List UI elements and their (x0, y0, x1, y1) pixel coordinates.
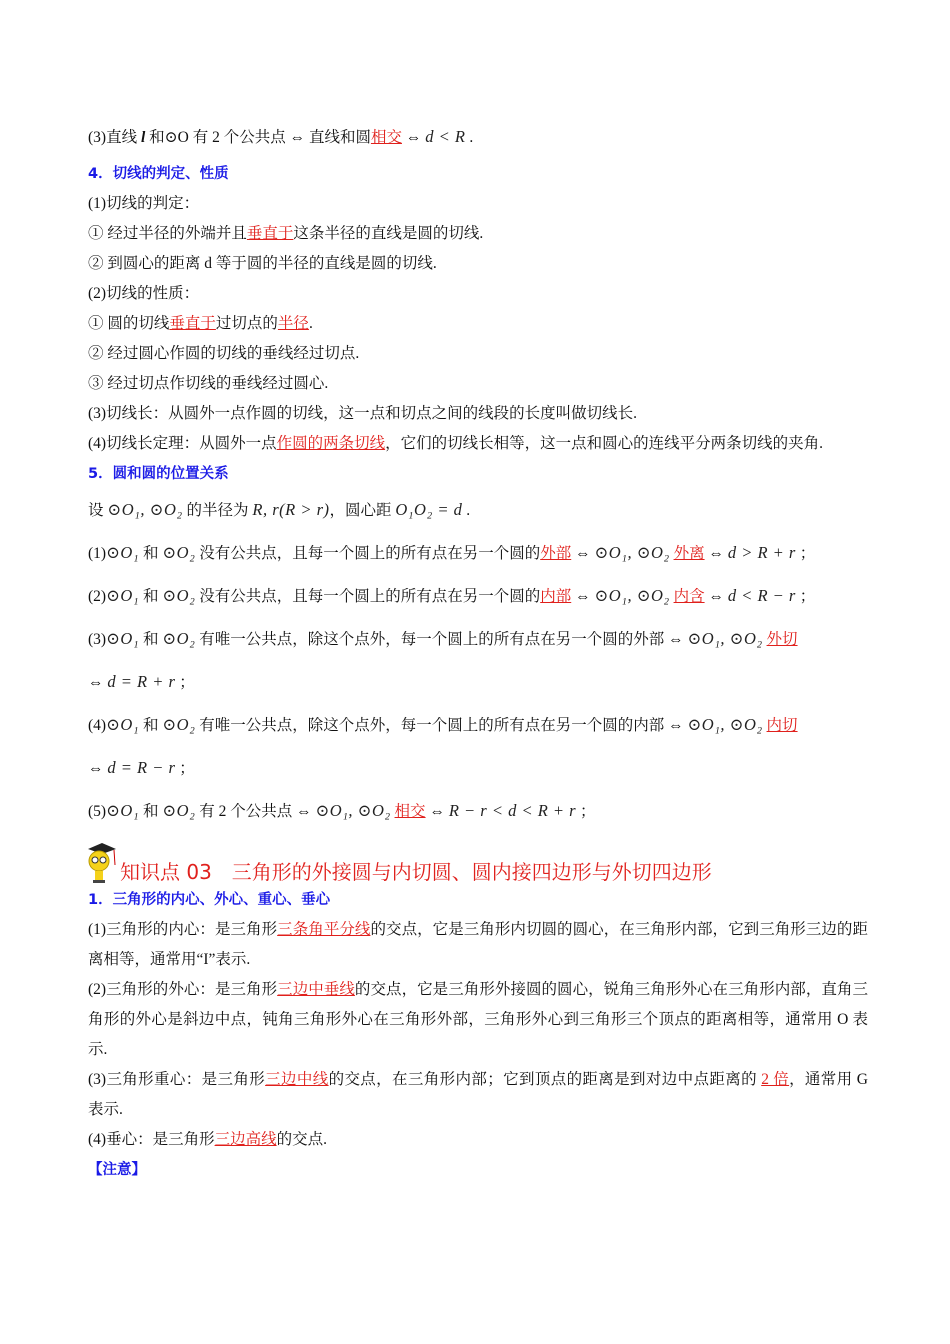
math-expression: ⊙O₁, ⊙O₂ (687, 715, 763, 734)
text-line (88, 399, 868, 429)
text-line (88, 915, 868, 975)
answer-blank: 内部 (540, 588, 572, 605)
math-expression: ⊙O₂ (162, 715, 196, 734)
text-segment: ② 到圆心的距离 d 等于圆的半径的直线是圆的切线. (88, 255, 437, 272)
text-segment: ⇔ (704, 588, 728, 605)
answer-blank: 三边高线 (214, 1131, 277, 1148)
text-segment: 没有公共点，且每一个圆上的所有点在另一个圆的 (195, 545, 541, 562)
text-segment: 的交点，在三角形内部；它到顶点的距离是到对边中点距离的 (328, 1071, 762, 1088)
text-segment: 过切点的 (215, 315, 278, 332)
text-segment: 和 (139, 545, 163, 562)
text-line (88, 116, 868, 159)
text-segment: (2)三角形的外心：是三角形 (88, 981, 278, 998)
answer-blank: 半径 (277, 315, 309, 332)
text-line (88, 790, 868, 833)
text-segment: . (308, 315, 313, 332)
text-segment: (2)切线的性质： (88, 285, 200, 302)
answer-blank: 相交 (394, 803, 426, 820)
text-segment: ⇔ (425, 803, 449, 820)
text-segment: ； (795, 588, 816, 605)
text-line (88, 489, 868, 532)
text-segment: (4) (88, 717, 107, 734)
math-expression: ⊙O₁ (106, 543, 140, 562)
text-line (88, 1125, 868, 1155)
text-segment: 和 (139, 588, 163, 605)
text-segment: (3)切线长：从圆外一点作圆的切线，这一点和切点之间的线段的长度叫做切线长. (88, 405, 637, 422)
text-segment: (5) (88, 803, 107, 820)
text-segment: 没有公共点，且每一个圆上的所有点在另一个圆的 (195, 588, 541, 605)
text-segment: ⇔ (704, 545, 728, 562)
text-segment: 的交点. (276, 1131, 327, 1148)
text-line (88, 309, 868, 339)
text-line (88, 369, 868, 399)
math-expression: ⊙O₂ (162, 586, 196, 605)
math-expression: d < R (425, 127, 466, 146)
text-line (88, 1065, 868, 1125)
math-expression: ⊙O₁ (106, 801, 140, 820)
math-expression: O₁O₂ = d (395, 500, 463, 519)
math-expression: ⊙O₂ (162, 629, 196, 648)
text-segment: 的交点，它是三角形内切圆的圆心，在三角形内部，它到三角形三边的距离相等，通常用“I”表示. (88, 921, 868, 968)
answer-blank: 作圆的两条切线 (276, 435, 386, 452)
text-segment: 有唯一公共点，除这个点外，每一个圆上的所有点在另一个圆的外部 ⇔ (195, 631, 688, 648)
text-segment: ⇔ (401, 129, 426, 146)
math-expression: ⊙O₁ (106, 586, 140, 605)
text-segment: ⇔ (571, 545, 595, 562)
text-segment: 有 2 个公共点 ⇔ (195, 803, 316, 820)
answer-blank: 相交 (370, 129, 402, 146)
document-content (88, 116, 868, 1185)
math-expression: ⊙O₂ (162, 801, 196, 820)
answer-blank: 垂直于 (246, 225, 294, 242)
text-segment: (3)三角形重心：是三角形 (88, 1071, 266, 1088)
answer-blank: 内切 (766, 717, 798, 734)
text-segment: ⇔ (571, 588, 595, 605)
text-segment: 和 (139, 717, 163, 734)
text-segment: ① 经过半径的外端并且 (88, 225, 247, 242)
math-expression: ⊙O₁ (106, 715, 140, 734)
note-label: 【注意】 (88, 1162, 146, 1178)
text-segment: (1)切线的判定： (88, 195, 200, 212)
section-title-row (84, 833, 868, 885)
text-segment: (3)直线 (88, 129, 141, 146)
scholar-mascot-icon (84, 841, 118, 885)
answer-blank: 三条角平分线 (277, 921, 371, 938)
text-segment: ； (175, 674, 195, 691)
circle-relations-section (88, 116, 868, 833)
section-title: 知识点 03 三角形的外接圆与内切圆、圆内接四边形与外切四边形 (120, 860, 712, 884)
answer-blank: 三边中线 (265, 1071, 329, 1088)
text-segment: 5．圆和圆的位置关系 (88, 466, 229, 482)
text-segment: ，通常用 G 表示. (88, 1071, 868, 1118)
math-expression: ⊙O₂ (162, 543, 196, 562)
text-segment: 有唯一公共点，除这个点外，每一个圆上的所有点在另一个圆的内部 ⇔ (195, 717, 688, 734)
text-line (88, 339, 868, 369)
text-segment: 的半径为 (182, 502, 253, 519)
text-segment: . (465, 129, 474, 146)
math-expression: R − r < d < R + r (448, 801, 577, 820)
text-line (88, 189, 868, 219)
text-segment: l (140, 129, 146, 146)
answer-blank: 2 倍 (761, 1071, 790, 1088)
text-line (88, 661, 868, 704)
text-segment: . (462, 502, 471, 519)
text-segment: (1) (88, 545, 107, 562)
math-expression: d = R + r (107, 672, 176, 691)
text-segment: ； (175, 760, 195, 777)
text-segment: ； (795, 545, 816, 562)
math-expression: d = R − r (107, 758, 176, 777)
text-segment: (1)三角形的内心：是三角形 (88, 921, 278, 938)
math-expression: R, r(R > r) (252, 500, 330, 519)
section-heading (88, 885, 868, 915)
math-expression: ⊙O₁, ⊙O₂ (687, 629, 763, 648)
text-segment: (3) (88, 631, 107, 648)
math-expression: ⊙O₁, ⊙O₂ (315, 801, 391, 820)
answer-blank: 三边中垂线 (277, 981, 355, 998)
section-heading (88, 159, 868, 189)
text-segment: ⇔ (88, 674, 108, 691)
text-segment: ③ 经过切点作切线的垂线经过圆心. (88, 375, 329, 392)
math-expression: d > R + r (727, 543, 796, 562)
answer-blank: 外切 (766, 631, 798, 648)
text-line (88, 575, 868, 618)
text-segment: (2) (88, 588, 107, 605)
text-segment: ，它们的切线长相等，这一点和圆心的连线平分两条切线的夹角. (385, 435, 823, 452)
text-segment: 这条半径的直线是圆的切线. (293, 225, 484, 242)
text-segment: 设 (88, 502, 108, 519)
text-segment: 1．三角形的内心、外心、重心、垂心 (88, 892, 331, 908)
text-line (88, 429, 868, 459)
section-heading (88, 459, 868, 489)
text-line (88, 219, 868, 249)
text-segment: 和 (139, 631, 163, 648)
triangle-centers-section (88, 885, 868, 1155)
text-line (88, 975, 868, 1065)
text-segment: (4)垂心：是三角形 (88, 1131, 215, 1148)
answer-blank: 内含 (673, 588, 705, 605)
text-segment: 4．切线的判定、性质 (88, 166, 229, 182)
text-segment: ，圆心距 (329, 502, 396, 519)
text-segment: ； (576, 803, 596, 820)
math-expression: ⊙O₁ (106, 629, 140, 648)
math-expression: d < R − r (727, 586, 796, 605)
text-segment: 和 (139, 803, 163, 820)
text-segment: 的交点，它是三角形外接圆的圆心，锐角三角形外心在三角形内部，直角三角形的外心是斜边中点，钝角三角形外心在三角形外部，三角形外心到三角形三个顶点的距离相等，通常用 O 表示. (88, 981, 868, 1058)
text-segment: 和⊙O 有 2 个公共点 ⇔ 直线和圆 (145, 129, 371, 146)
math-expression: ⊙O₁, ⊙O₂ (594, 543, 670, 562)
text-line (88, 279, 868, 309)
math-expression: ⊙O₁, ⊙O₂ (594, 586, 670, 605)
text-segment: ② 经过圆心作圆的切线的垂线经过切点. (88, 345, 360, 362)
text-line (88, 532, 868, 575)
text-segment: (4)切线长定理：从圆外一点 (88, 435, 277, 452)
text-line (88, 249, 868, 279)
math-expression: ⊙O₁, ⊙O₂ (107, 500, 183, 519)
text-line (88, 747, 868, 790)
text-segment: ⇔ (88, 760, 108, 777)
text-line (88, 704, 868, 747)
text-line (88, 618, 868, 661)
answer-blank: 外离 (673, 545, 705, 562)
answer-blank: 外部 (540, 545, 572, 562)
text-segment: ① 圆的切线 (88, 315, 170, 332)
answer-blank: 垂直于 (169, 315, 216, 332)
